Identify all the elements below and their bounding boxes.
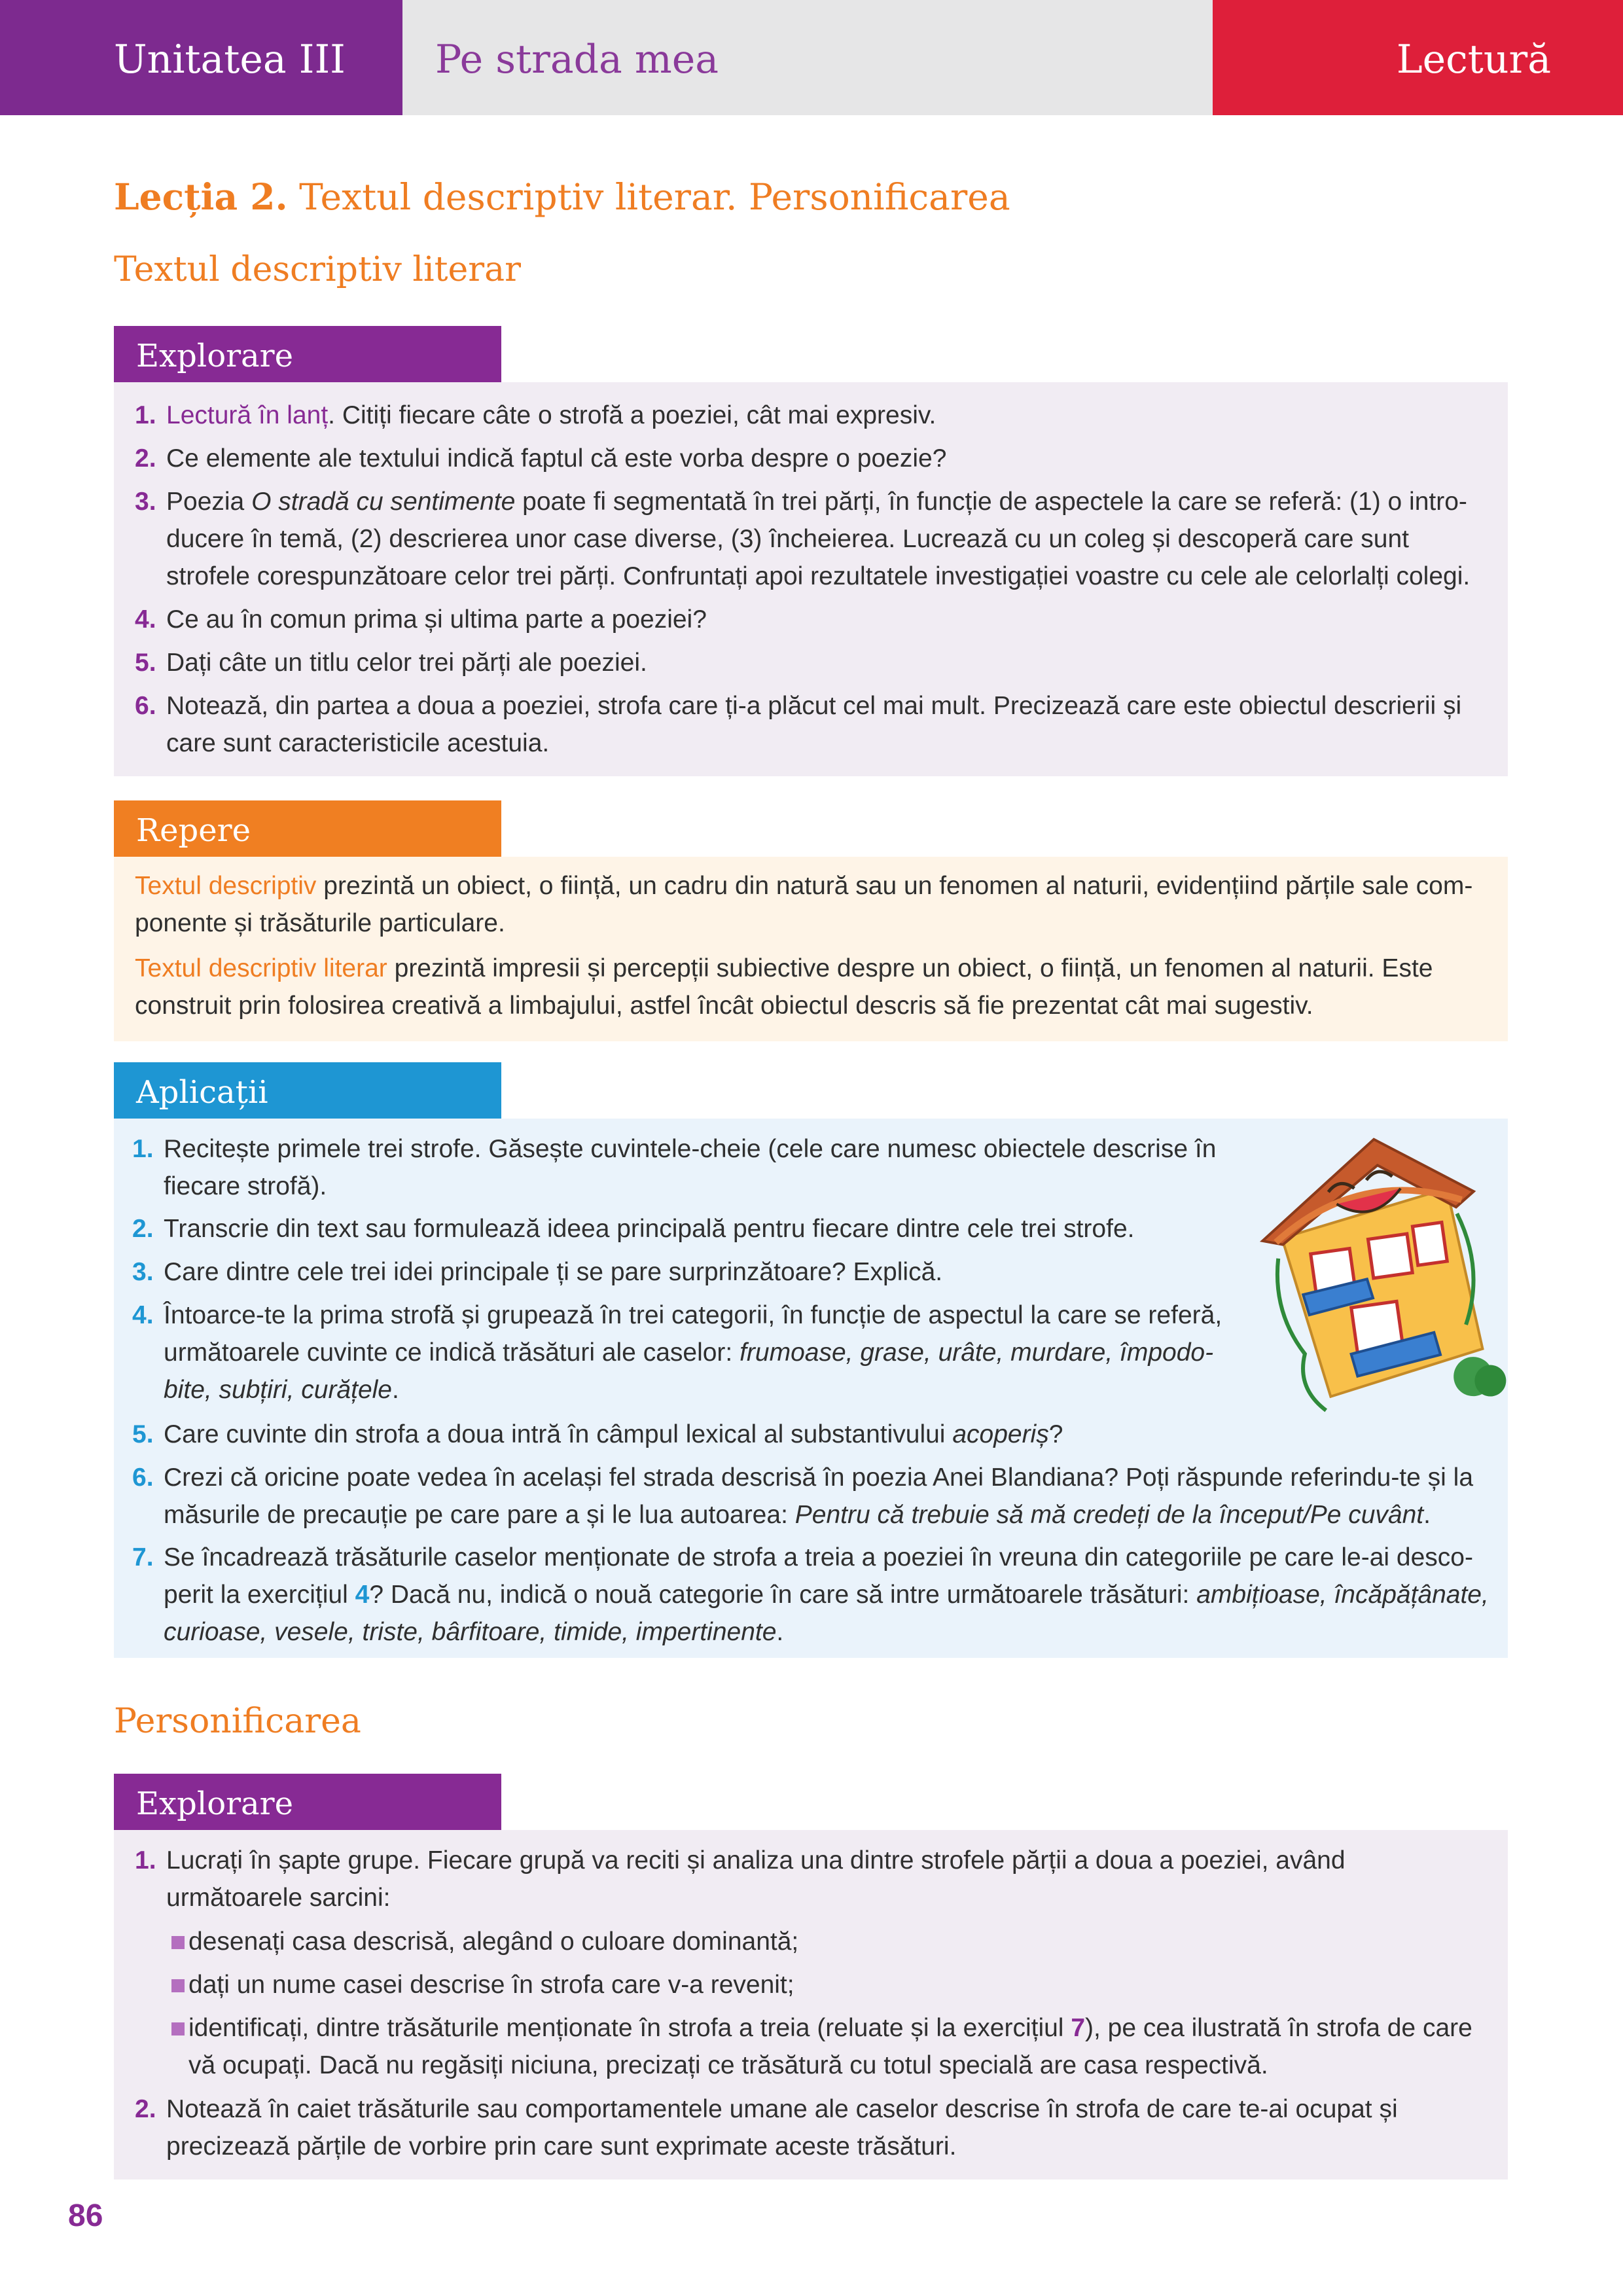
- item-number: 6.: [135, 692, 156, 720]
- exercise-ref: 7: [1071, 2014, 1086, 2042]
- page-header: [0, 0, 1623, 115]
- bullet-item: [135, 1923, 1483, 1960]
- item-number: 4.: [132, 1301, 154, 1329]
- item-text: Transcrie din text sau formulează ideea principală pentru fiecare dintre cele trei strofe.: [164, 1215, 1135, 1243]
- bullet-text: ), pe cea ilustrată în strofa de care vă ocupați. Dacă nu regăsiți niciuna, precizați ce trăsătură cu totul specială are casa respectivă.: [188, 2014, 1472, 2079]
- explorare-panel-2: [114, 1830, 1508, 2179]
- bullet-text: identificați, dintre trăsăturile menționate în strofa a treia (reluate și la exercițiul: [188, 2014, 1071, 2042]
- section-heading-personification: Personificarea: [114, 1702, 361, 1741]
- repere-panel: [114, 857, 1508, 1041]
- bullet-text: dați un nume casei descrise în strofa care v-a revenit;: [188, 1971, 794, 1999]
- item-text: Ce au în comun prima și ultima parte a poeziei?: [166, 605, 707, 634]
- aplicatii-tab-label: Aplicații: [136, 1074, 268, 1111]
- definition-term: Textul descriptiv: [135, 872, 317, 900]
- exercise-ref: 4: [355, 1581, 370, 1609]
- item-text: Care dintre cele trei idei principale ți se pare surprinzătoare? Explică.: [164, 1258, 943, 1286]
- item-number: 6.: [132, 1463, 154, 1492]
- page-number: 86: [68, 2198, 103, 2233]
- chapter-banner: [402, 0, 1213, 115]
- definition-text: prezintă impresii și percepții subiective despre un obiect, o ființă, un fenomen al naturii. Este construit prin folosirea creativă a limbajului, astfel încât obiectul descris să fie prezentat cât mai sugestiv.: [135, 954, 1433, 1020]
- list-item: [132, 1253, 1245, 1291]
- poem-title: O stradă cu sentimente: [251, 488, 516, 516]
- item-number: 4.: [135, 605, 156, 634]
- item-text: poate fi segmentată în trei părți, în funcție de aspectele la care se referă: (1) o intro-ducere în temă, (2) descrierea unor case diverse, (3) încheierea. Lucrează cu un coleg și descoperă care sunt strofele corespunzătoare celor trei părți. Confruntați apoi rezultatele investigației voastre cu cele ale celorlalți colegi.: [166, 488, 1471, 590]
- item-text: ?: [1048, 1420, 1063, 1448]
- item-text: Dați câte un titlu celor trei părți ale poeziei.: [166, 649, 647, 677]
- item-text: Se încadrează trăsăturile caselor menționate de strofa a treia a poeziei în vreuna din categoriile pe care le-ai desco-perit la exercițiul: [164, 1543, 1473, 1609]
- item-text: Notează, din partea a doua a poeziei, strofa care ți-a plăcut cel mai mult. Precizează care este obiectul descrierii și care sunt caracteristicile acestuia.: [166, 692, 1462, 757]
- lesson-number: Lecția 2.: [114, 175, 288, 218]
- item-number: 1.: [135, 1846, 156, 1874]
- item-text: Lucrați în șapte grupe. Fiecare grupă va reciti și analiza una dintre strofele părții a doua a poeziei, având următoarele sarcini:: [166, 1846, 1346, 1912]
- aplicatii-tab: [114, 1062, 501, 1119]
- list-item: [132, 1210, 1245, 1247]
- explorare-panel: [114, 382, 1508, 776]
- word-list: frumoase, grase, urâte, murdare, împodo-bite, subțiri, curățele: [164, 1338, 1214, 1404]
- bullet-square-icon: [171, 2022, 185, 2036]
- item-number: 7.: [132, 1543, 154, 1571]
- section-label: Lectură: [1396, 37, 1551, 82]
- item-number: 5.: [135, 649, 156, 677]
- item-text: Ce elemente ale textului indică faptul că este vorba despre o poezie?: [166, 444, 947, 473]
- repere-tab: [114, 800, 501, 857]
- list-item: [135, 1842, 1483, 1916]
- item-text: Notează în caiet trăsăturile sau comportamentele umane ale caselor descrise în strofa de care te-ai ocupat și precizează părțile de vorbire prin care sunt exprimate aceste trăsături.: [166, 2095, 1398, 2161]
- list-item: [135, 483, 1483, 595]
- list-item: [135, 2090, 1483, 2165]
- item-number: 3.: [135, 488, 156, 516]
- list-item: [132, 1297, 1251, 1408]
- item-text: Întoarce-te la prima strofă și grupează în trei categorii, în funcție de aspectul la care se referă, următoarele cuvinte ce indică trăsături ale caselor:: [164, 1301, 1222, 1367]
- tilted-house-icon: [1251, 1126, 1508, 1425]
- house-illustration: [1243, 1126, 1531, 1427]
- item-text: .: [392, 1376, 399, 1404]
- section-banner: [1213, 0, 1623, 115]
- explorare-tab-label: Explorare: [136, 1785, 293, 1822]
- unit-banner: [0, 0, 402, 115]
- word-list: ambițioase, încăpățânate, curioase, vesele, triste, bârfitoare, timide, impertinente: [164, 1581, 1489, 1646]
- item-number: 1.: [135, 401, 156, 429]
- lesson-name: Textul descriptiv literar. Personificarea: [299, 176, 1010, 218]
- item-text: ? Dacă nu, indică o nouă categorie în care să intre următoarele trăsături:: [369, 1581, 1197, 1609]
- definition-text: prezintă un obiect, o ființă, un cadru din natură sau un fenomen al naturii, evidențiind părțile sale com-ponente și trăsăturile particulare.: [135, 872, 1473, 937]
- explorare-tab-label: Explorare: [136, 338, 293, 374]
- lesson-title: [114, 175, 1010, 218]
- bullet-item: [135, 1966, 1483, 2003]
- highlight-term: Lectură în lanț: [166, 401, 329, 429]
- bullet-item: [135, 2009, 1483, 2084]
- list-item: [132, 1130, 1232, 1205]
- item-text: . Citiți fiecare câte o strofă a poeziei, cât mai expresiv.: [328, 401, 936, 429]
- bullet-square-icon: [171, 1979, 185, 1992]
- item-text: Crezi că oricine poate vedea în același fel strada descrisă în poezia Anei Blandiana? Poți răspunde referindu-te și la măsurile de precauție pe care pare a și le lua autoarea:: [164, 1463, 1474, 1529]
- repere-tab-label: Repere: [136, 812, 251, 849]
- bullet-text: desenați casa descrisă, alegând o culoare dominantă;: [188, 1928, 799, 1956]
- quote: Pentru că trebuie să mă credeți de la început/Pe cuvânt: [794, 1501, 1424, 1529]
- item-number: 5.: [132, 1420, 154, 1448]
- item-number: 3.: [132, 1258, 154, 1286]
- item-text: Care cuvinte din strofa a doua intră în câmpul lexical al substantivului: [164, 1420, 953, 1448]
- key-word: acoperiș: [952, 1420, 1049, 1448]
- bullet-square-icon: [171, 1936, 185, 1949]
- definition-term: Textul descriptiv literar: [135, 954, 387, 982]
- item-text: Poezia: [166, 488, 252, 516]
- list-item: [132, 1459, 1493, 1534]
- unit-label: Unitatea III: [114, 37, 346, 82]
- definition-paragraph: [135, 867, 1489, 942]
- definition-paragraph: [135, 950, 1489, 1024]
- item-text: Recitește primele trei strofe. Găsește cuvintele-cheie (cele care numesc obiectele descrise în fiecare strofă).: [164, 1135, 1217, 1200]
- section-heading-descriptive: Textul descriptiv literar: [114, 250, 522, 289]
- explorare-tab: [114, 326, 501, 382]
- item-number: 2.: [135, 2095, 156, 2123]
- list-item: [135, 644, 1483, 681]
- list-item: [135, 440, 1483, 477]
- list-item: [135, 397, 1483, 434]
- item-number: 2.: [135, 444, 156, 473]
- list-item: [135, 601, 1483, 638]
- item-text: .: [776, 1618, 784, 1646]
- list-item: [132, 1539, 1493, 1651]
- item-number: 2.: [132, 1215, 154, 1243]
- list-item: [135, 687, 1483, 762]
- item-text: .: [1423, 1501, 1431, 1529]
- item-number: 1.: [132, 1135, 154, 1163]
- chapter-title: Pe strada mea: [435, 37, 719, 82]
- explorare-tab-2: [114, 1774, 501, 1830]
